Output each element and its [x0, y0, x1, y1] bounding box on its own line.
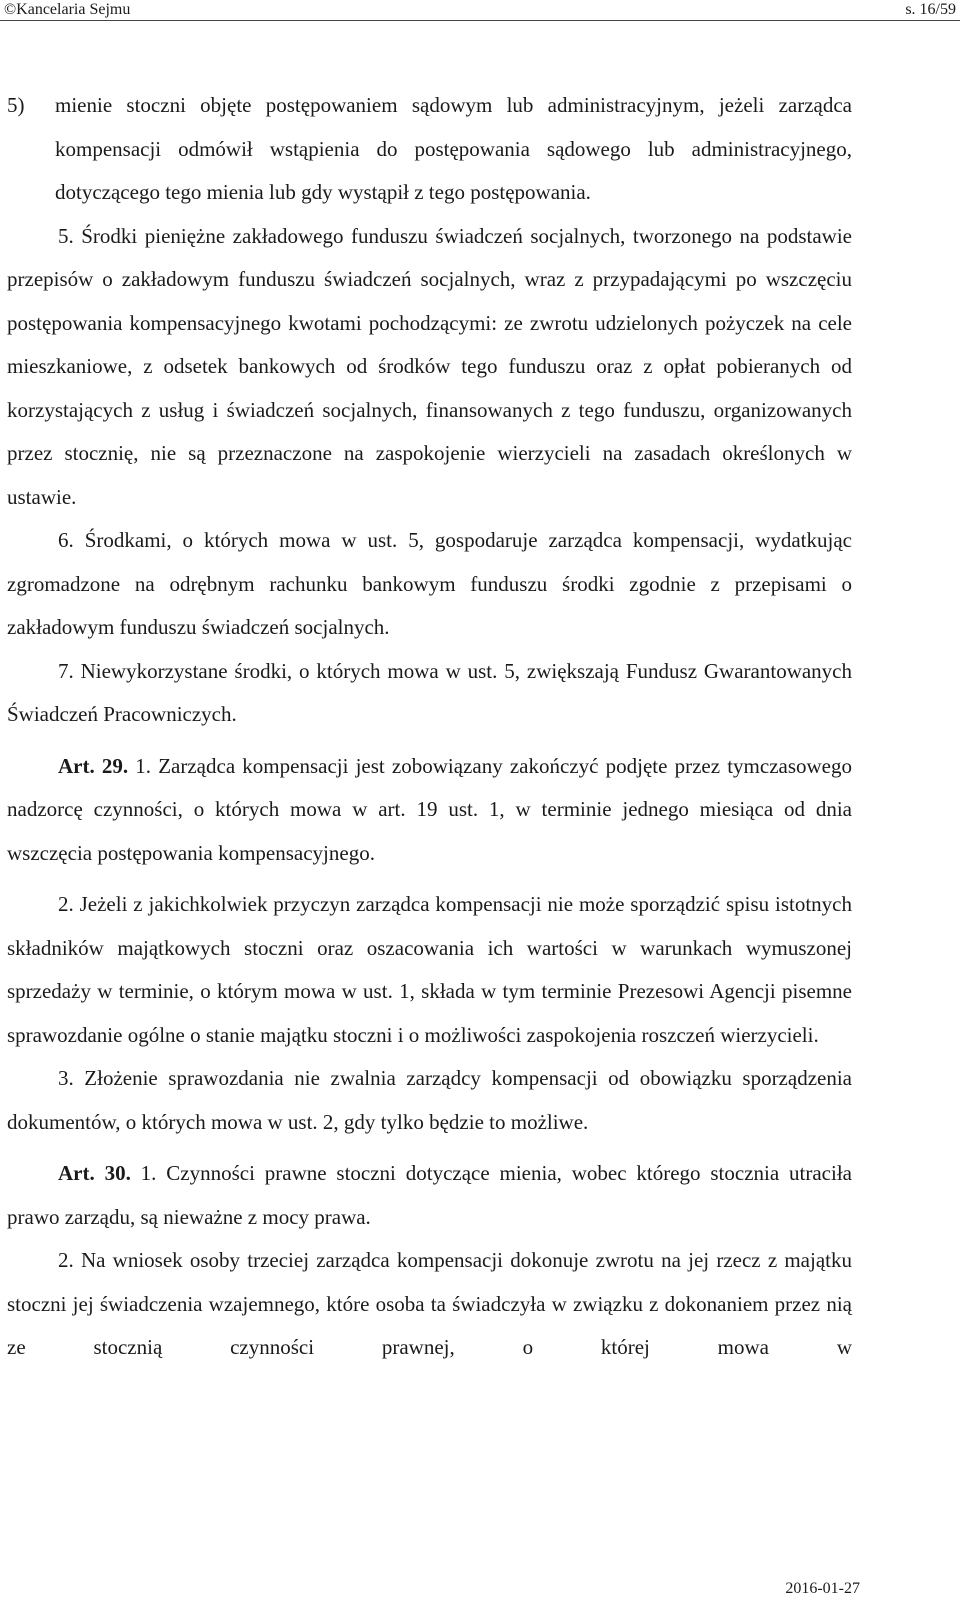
footer-date: 2016-01-27 [785, 1580, 860, 1597]
article-30-text: 1. Czynności prawne stoczni dotyczące mienia, wobec którego stocznia utraciła prawo zarządu, są nieważne z mocy prawa. [7, 1161, 852, 1229]
article-30-label: Art. 30. [58, 1161, 131, 1185]
list-item-text: mienie stoczni objęte postępowaniem sądowym lub administracyjnym, jeżeli zarządca kompensacji odmówił wstąpienia do postępowania sądowego lub administracyjnego, dotyczącego tego mienia lub gdy wystąpił z tego postępowania. [55, 93, 852, 204]
article-30 [7, 1152, 852, 1239]
paragraph-ust-6: 6. Środkami, o których mowa w ust. 5, gospodaruje zarządca kompensacji, wydatkując zgromadzone na odrębnym rachunku bankowym funduszu środki zgodnie z przepisami o zakładowym funduszu świadczeń socjalnych. [7, 528, 852, 639]
document-body [7, 84, 852, 1370]
list-item-number: 5) [7, 93, 25, 117]
paragraph-ust-5: 5. Środki pieniężne zakładowego funduszu świadczeń socjalnych, tworzonego na podstawie przepisów o zakładowym funduszu świadczeń socjalnych, wraz z przypadającymi po wszczęciu postępowania kompensacyjnego kwotami pochodzącymi: ze zwrotu udzielonych pożyczek na cele mieszkaniowe, z odsetek bankowych od środków tego funduszu oraz z opłat pobieranych od korzystających z usług i świadczeń socjalnych, finansowanych z tego funduszu, organizowanych przez stocznię, nie są przeznaczone na zaspokojenie wierzycieli na zasadach określonych w ustawie. [7, 223, 852, 509]
page-header [0, 0, 960, 22]
paragraph-art30-ust-2: 2. Na wniosek osoby trzeciej zarządca kompensacji dokonuje zwrotu na jej rzecz z majątku stoczni jej świadczenia wzajemnego, które osoba ta świadczyła w związku z dokonaniem przez nią ze stocznią czynności prawnej, o której mowa w [7, 1248, 852, 1359]
paragraph-art29-ust-2: 2. Jeżeli z jakichkolwiek przyczyn zarządca kompensacji nie może sporządzić spisu istotnych składników majątkowych stoczni oraz oszacowania ich wartości w warunkach wymuszonej sprzedaży w terminie, o którym mowa w ust. 1, składa w tym terminie Prezesowi Agencji pisemne sprawozdanie ogólne o stanie majątku stoczni i o możliwości zaspokojenia roszczeń wierzycieli. [7, 892, 852, 1047]
copyright-label: ©Kancelaria Sejmu [4, 1, 131, 18]
paragraph-art29-ust-3: 3. Złożenie sprawozdania nie zwalnia zarządcy kompensacji od obowiązku sporządzenia dokumentów, o których mowa w ust. 2, gdy tylko będzie to możliwe. [7, 1066, 852, 1134]
paragraph-ust-7: 7. Niewykorzystane środki, o których mowa w ust. 5, zwiększają Fundusz Gwarantowanych Świadczeń Pracowniczych. [7, 658, 852, 726]
page-number: s. 16/59 [905, 1, 956, 18]
header-divider [0, 20, 960, 21]
article-29-label: Art. 29. [58, 753, 129, 778]
list-item-5 [7, 84, 852, 215]
article-29-text: 1. Zarządca kompensacji jest zobowiązany zakończyć podjęte przez tymczasowego nadzorcę czynności, o których mowa w art. 19 ust. 1, w terminie jednego miesiąca od dnia wszczęcia postępowania kompensacyjnego. [7, 753, 852, 865]
article-29 [7, 745, 852, 876]
